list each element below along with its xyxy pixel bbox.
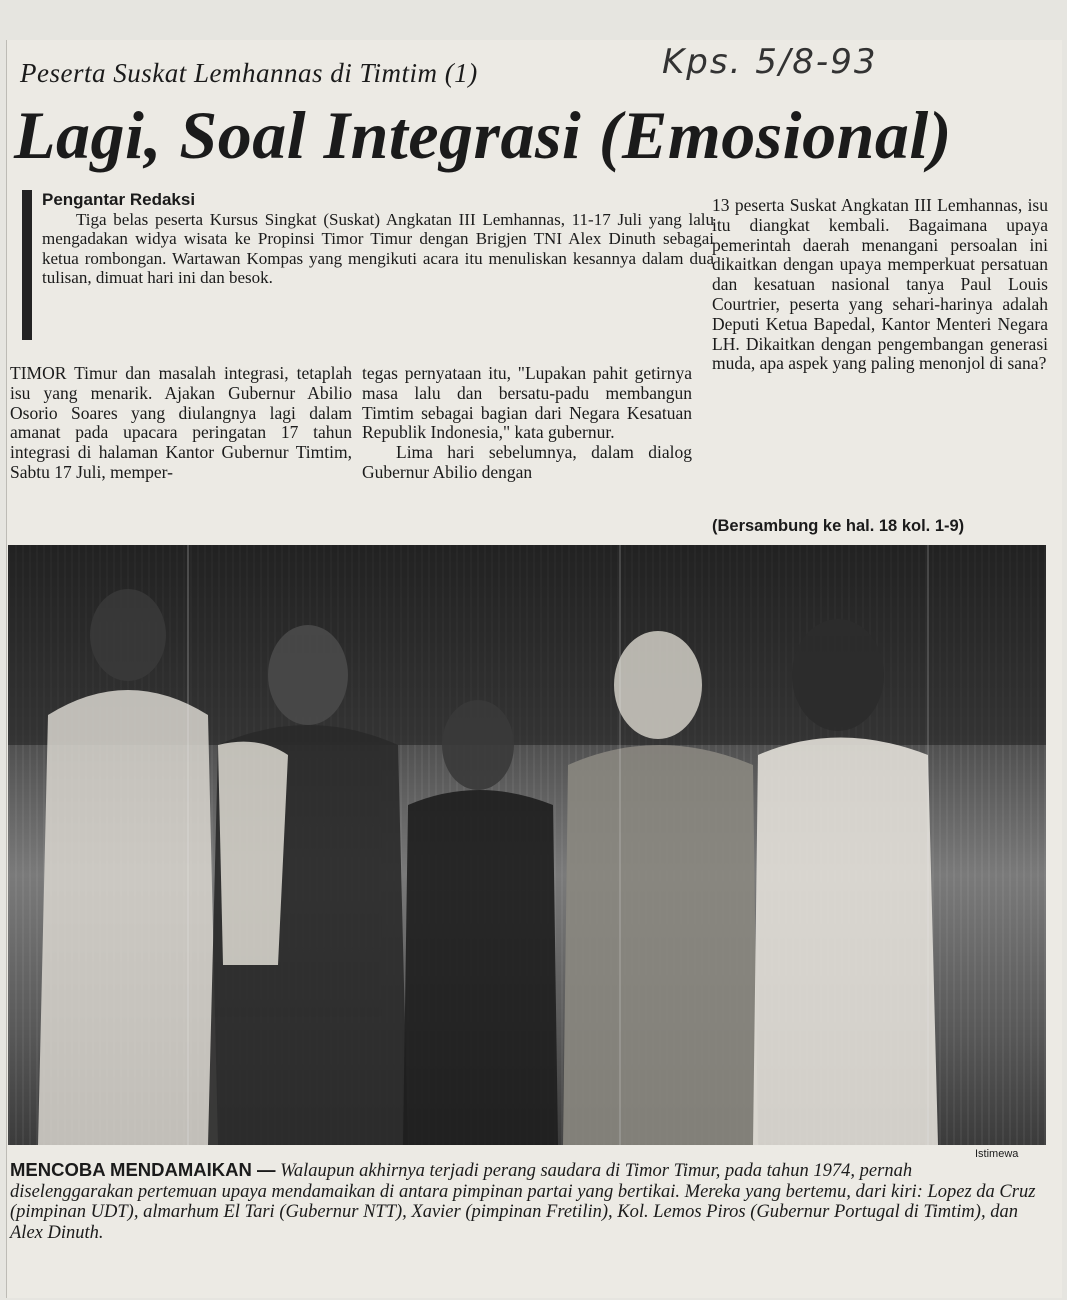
article-column-3: 13 peserta Suskat Angkatan III Lemhannas, isu itu diangkat kembali. Bagaimana upaya pemerintah daerah menangani persoalan ini dikaitkan dengan upaya memperkuat persatuan dan kesatuan nasional tanya Paul Louis Courtrier, peserta yang sehari-harinya adalah Deputi Ketua Bapedal, Kantor Menteri Negara LH. Dikaitkan dengan pengembangan generasi muda, apa aspek yang paling menonjol di sana? xyxy=(712,195,1048,374)
article-kicker: Peserta Suskat Lemhannas di Timtim (1) xyxy=(20,58,478,88)
photo-illustration xyxy=(8,545,1046,1145)
article-column-2-para-2: Lima hari sebelumnya, dalam dialog Gubernur Abilio dengan xyxy=(362,442,692,482)
intro-text: Tiga belas peserta Kursus Singkat (Suskat) Angkatan III Lemhannas, 11-17 Juli yang lalu mengadakan widya wisata ke Propinsi Timor Timur dengan Brigjen TNI Alex Dinuth sebagai ketua rombongan. Wartawan Kompas yang mengikuti acara itu menuliskan kesannya dalam dua tulisan, dimuat hari ini dan besok. xyxy=(42,209,714,287)
photo-credit: Istimewa xyxy=(975,1148,1019,1160)
caption-text: Walaupun akhirnya terjadi perang saudara di Timor Timur, pada tahun 1974, pernah diselenggarakan pertemuan upaya mendamaikan di antara pimpinan partai yang bertikai. Mereka yang bertemu, dari kiri: Lopez da Cruz (pimpinan UDT), almarhum El Tari (Gubernur NTT), Xavier (pimpinan Fretilin), Kol. Lemos Piros (Gubernur Portugal di Timtim), dan Alex Dinuth. xyxy=(10,1161,1036,1243)
news-photo xyxy=(8,545,1046,1145)
continued-note: (Bersambung ke hal. 18 kol. 1-9) xyxy=(712,517,965,535)
article-column-1: TIMOR Timur dan masalah integrasi, tetaplah isu yang menarik. Ajakan Gubernur Abilio Osorio Soares yang diulangnya lagi dalam amanat pada upacara peringatan 17 tahun integrasi di halaman Kantor Gubernur Timtim, Sabtu 17 Juli, memper- xyxy=(10,363,352,482)
article-column-2 xyxy=(362,364,692,483)
article-headline: Lagi, Soal Integrasi (Emosional) xyxy=(14,97,952,173)
handwritten-date-note: Kps. 5/8-93 xyxy=(662,42,878,82)
photo-caption xyxy=(10,1160,1040,1243)
intro-title: Pengantar Redaksi xyxy=(42,190,196,209)
editor-intro-box xyxy=(22,190,714,340)
caption-title: MENCOBA MENDAMAIKAN — xyxy=(10,1159,276,1180)
person-figure-3 xyxy=(403,700,558,1145)
article-column-2-para-1: tegas pernyataan itu, "Lupakan pahit getirnya masa lalu dan bersatu-padu membangun Timtim sebagai bagian dari Negara Kesatuan Republik Indonesia," kata gubernur. xyxy=(362,363,692,443)
